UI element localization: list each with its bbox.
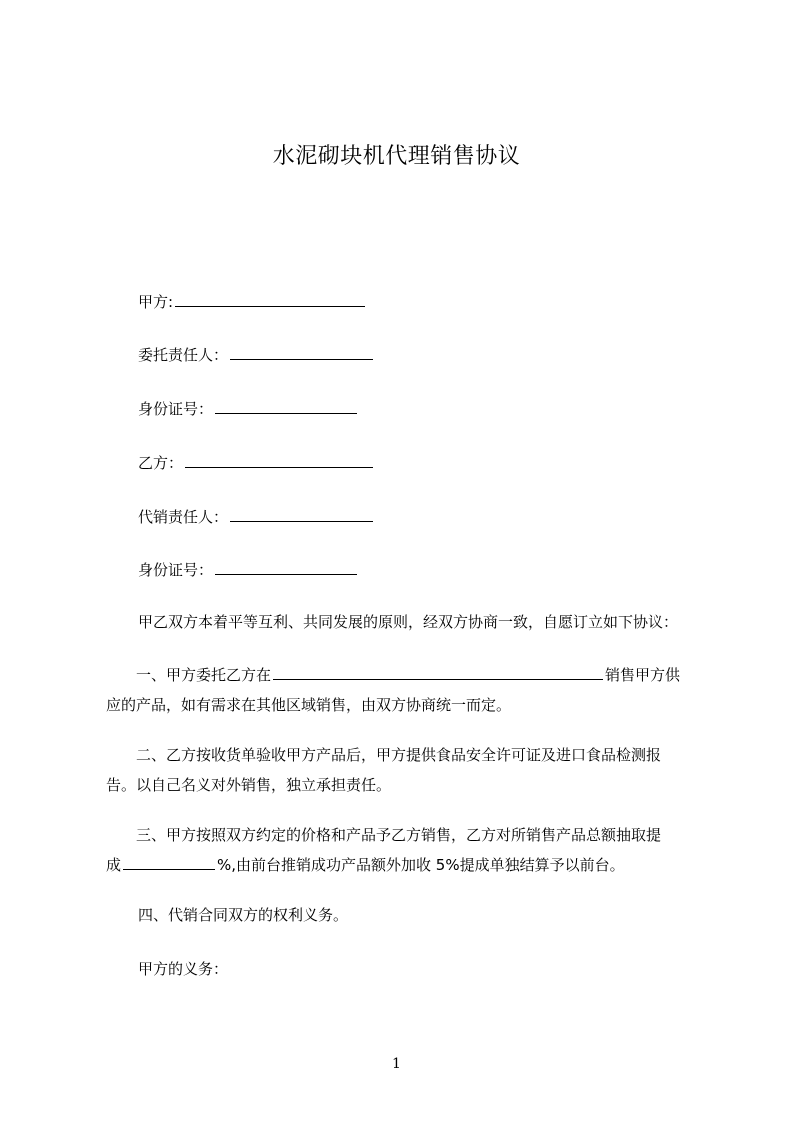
id-number-blank-2 [215, 559, 357, 575]
clause-1-part-2: 销售甲方供 [605, 666, 681, 684]
document-title: 水泥砌块机代理销售协议 [272, 144, 521, 169]
clause-4: 四、代销合同双方的权利义务。 [138, 906, 349, 924]
clause-2-line-2: 告。以自己名义对外销售，独立承担责任。 [106, 776, 392, 794]
commission-rate-blank [123, 854, 215, 870]
clause-1-line-2: 应的产品，如有需求在其他区域销售，由双方协商统一而定。 [106, 696, 512, 714]
entrusted-person-blank [230, 344, 373, 360]
id-number-blank-1 [215, 398, 357, 414]
id-number-label-1: 身份证号： [138, 400, 214, 418]
party-a-field [106, 291, 738, 312]
clause-2-line-1: 二、乙方按收货单验收甲方产品后，甲方提供食品安全许可证及进口食品检测报 [136, 746, 662, 764]
clause-1-line-1 [106, 660, 706, 690]
clause-1 [106, 660, 706, 720]
sales-region-blank [273, 664, 603, 680]
intro-paragraph: 甲乙双方本着平等互利、共同发展的原则，经双方协商一致，自愿订立如下协议： [138, 613, 679, 631]
agent-person-label: 代销责任人： [138, 508, 229, 526]
id-number-field-1 [106, 398, 738, 419]
agent-person-field [106, 506, 738, 527]
id-number-label-2: 身份证号： [138, 561, 214, 579]
party-a-duties-heading: 甲方的义务： [138, 960, 229, 978]
clause-3-line-1: 三、甲方按照双方约定的价格和产品予乙方销售，乙方对所销售产品总额抽取提 [136, 826, 662, 844]
clause-3-suffix: %,由前台推销成功产品额外加收 5%提成单独结算予以前台。 [217, 856, 625, 874]
entrusted-person-label: 委托责任人： [138, 346, 229, 364]
clause-3-line-2 [106, 850, 706, 880]
page-number: 1 [392, 1056, 401, 1072]
entrusted-person-field [106, 344, 738, 365]
party-b-field [106, 452, 738, 473]
clause-2 [106, 740, 706, 800]
clause-3 [106, 820, 706, 880]
clause-1-part-1: 一、甲方委托乙方在 [136, 666, 272, 684]
party-b-blank [185, 452, 373, 468]
id-number-field-2 [106, 559, 738, 580]
party-a-blank [175, 291, 365, 307]
party-b-label: 乙方： [138, 454, 184, 472]
agent-person-blank [230, 506, 373, 522]
clause-3-prefix: 成 [106, 856, 122, 874]
party-a-label: 甲方: [138, 293, 174, 311]
